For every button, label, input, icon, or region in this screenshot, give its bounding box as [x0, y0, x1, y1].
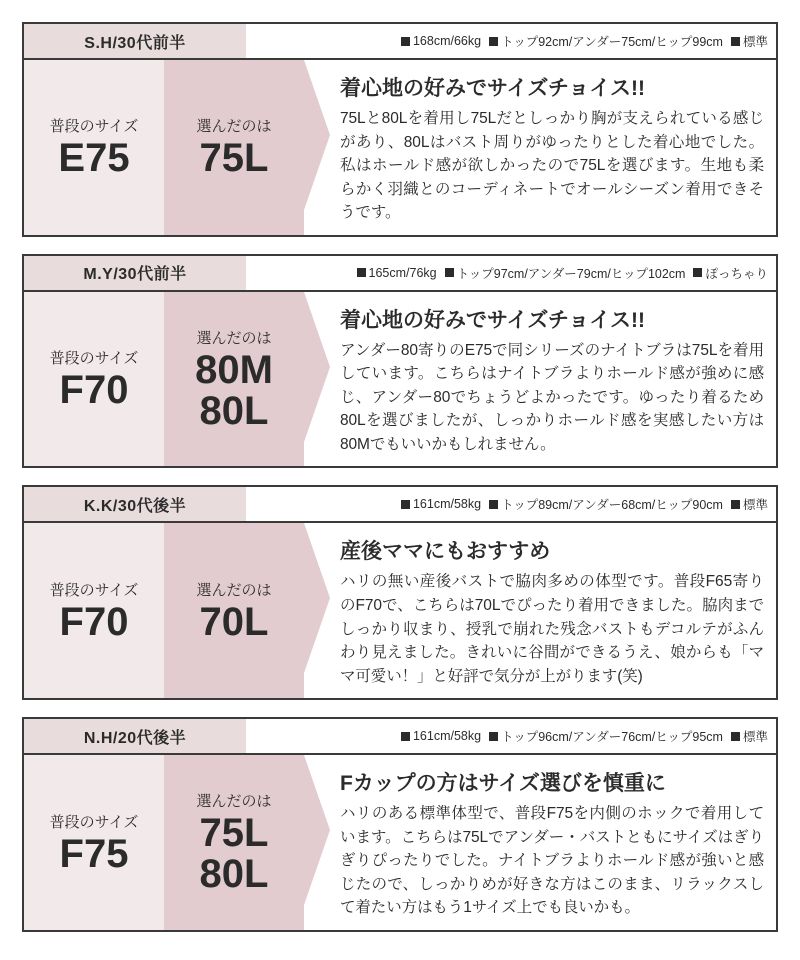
- spec-item: [401, 34, 481, 48]
- chosen-size-value: 75L: [199, 811, 269, 856]
- square-bullet-icon: [401, 37, 410, 46]
- reviewer-specs: [246, 24, 776, 58]
- chosen-size-column: [164, 60, 304, 235]
- review-body: [24, 292, 776, 467]
- spec-text: 168cm/66kg: [412, 34, 482, 48]
- review-text: ハリのある標準体型で、普段F75を内側のホックで着用しています。こちらは75Lでアンダー・バストともにサイズはぎりぎりぴったりでした。ナイトブラよりホールド感が強いと感じたので、しっかりめが好きな方はこのまま、リラックスして着たい方はもう1サイズ上でも良いかも。: [340, 805, 764, 917]
- square-bullet-icon: [489, 500, 498, 509]
- spec-item: [731, 32, 768, 50]
- review-card: [22, 717, 778, 932]
- spec-text: トップ89cm/アンダー68cm/ヒップ90cm: [501, 498, 723, 513]
- chosen-size-value: 75L: [199, 136, 269, 181]
- spec-item: [693, 264, 768, 282]
- usual-size-value: F70: [59, 599, 129, 644]
- square-bullet-icon: [489, 732, 498, 741]
- chosen-size-column: [164, 755, 304, 930]
- usual-size-value: F75: [59, 831, 129, 876]
- review-text-column: [304, 60, 776, 235]
- spec-text: トップ96cm/アンダー76cm/ヒップ95cm: [501, 730, 723, 745]
- square-bullet-icon: [489, 37, 498, 46]
- usual-size-label: 普段のサイズ: [49, 350, 139, 368]
- square-bullet-icon: [731, 37, 740, 46]
- chosen-size-value-alt: 80L: [199, 852, 269, 897]
- review-text-column: [304, 523, 776, 698]
- usual-size-column: [24, 755, 164, 930]
- square-bullet-icon: [445, 268, 454, 277]
- square-bullet-icon: [731, 732, 740, 741]
- usual-size-column: [24, 523, 164, 698]
- review-title: 産後ママにもおすすめ: [340, 540, 551, 564]
- usual-size-column: [24, 292, 164, 467]
- chosen-size-column: [164, 523, 304, 698]
- usual-size-label: 普段のサイズ: [49, 581, 139, 599]
- square-bullet-icon: [401, 500, 410, 509]
- chosen-size-label: 選んだのは: [196, 581, 272, 599]
- review-header: [24, 487, 776, 523]
- review-text-column: [304, 292, 776, 467]
- usual-size-label: 普段のサイズ: [49, 118, 139, 136]
- spec-item: [489, 495, 723, 513]
- reviewer-name: M.Y/30代前半: [24, 256, 246, 290]
- chosen-size-label: 選んだのは: [196, 329, 272, 347]
- review-header: [24, 24, 776, 60]
- spec-item: [401, 497, 481, 511]
- spec-item: [489, 32, 723, 50]
- chosen-size-value-alt: 80L: [199, 388, 269, 433]
- spec-item: [445, 264, 686, 282]
- usual-size-label: 普段のサイズ: [49, 813, 139, 831]
- review-text: 75Lと80Lを着用し75Lだとしっかり胸が支えられている感じがあり、80Lはバスト周りがゆったりとした着心地でした。私はホールド感が欲しかったので75Lを選びます。生地も柔らかく羽織とのコーディネートでオールシーズン着用できそうです。: [340, 110, 764, 222]
- chosen-size-label: 選んだのは: [196, 118, 272, 136]
- chosen-size-value: 80M: [195, 347, 273, 392]
- review-text: アンダー80寄りのE75で同シリーズのナイトブラは75Lを着用しています。こちらはナイトブラよりホールド感が強めに感じ、アンダー80でちょうどよかったです。ゆったり着るため80Lを選びましたが、しっかりホールド感を実感したい方は80Mでもいいかもしれません。: [340, 341, 764, 453]
- spec-text: 標準: [742, 35, 768, 49]
- review-card: [22, 485, 778, 700]
- chosen-size-value: 70L: [199, 599, 269, 644]
- spec-item: [731, 495, 768, 513]
- square-bullet-icon: [693, 268, 702, 277]
- reviewer-name: N.H/20代後半: [24, 719, 246, 753]
- reviewer-specs: [246, 487, 776, 521]
- review-title: Fカップの方はサイズ選びを慎重に: [340, 772, 666, 796]
- review-header: [24, 256, 776, 292]
- review-body: [24, 523, 776, 698]
- chosen-size-column: [164, 292, 304, 467]
- spec-text: トップ97cm/アンダー79cm/ヒップ102cm: [456, 266, 686, 281]
- spec-item: [357, 266, 437, 280]
- review-header: [24, 719, 776, 755]
- review-text-column: [304, 755, 776, 930]
- spec-item: [401, 729, 481, 743]
- reviewer-specs: [246, 719, 776, 753]
- review-body: [24, 755, 776, 930]
- spec-item: [731, 727, 768, 745]
- usual-size-column: [24, 60, 164, 235]
- spec-text: 標準: [742, 498, 768, 513]
- usual-size-value: E75: [58, 136, 130, 181]
- reviewer-specs: [246, 256, 776, 290]
- square-bullet-icon: [401, 732, 410, 741]
- usual-size-value: F70: [59, 368, 129, 413]
- spec-text: 161cm/58kg: [412, 497, 482, 512]
- review-text: ハリの無い産後バストで脇肉多めの体型です。普段F65寄りのF70で、こちらは70Lでぴったり着用できました。脇肉までしっかり収まり、授乳で崩れた残念バストもデコルテがふんわり見えました。きれいに谷間ができるうえ、娘からも「ママ可愛い！」と好評で気分が上がります(笑): [340, 573, 764, 685]
- square-bullet-icon: [357, 268, 366, 277]
- spec-text: 161cm/58kg: [412, 729, 482, 744]
- chosen-size-label: 選んだのは: [196, 793, 272, 811]
- square-bullet-icon: [731, 500, 740, 509]
- review-title: 着心地の好みでサイズチョイス!!: [340, 308, 646, 332]
- reviewer-name: S.H/30代前半: [24, 24, 246, 58]
- review-title: 着心地の好みでサイズチョイス!!: [340, 77, 646, 100]
- reviewer-name: K.K/30代後半: [24, 487, 246, 521]
- review-card: [22, 22, 778, 237]
- spec-text: トップ92cm/アンダー75cm/ヒップ99cm: [501, 35, 723, 49]
- review-body: [24, 60, 776, 235]
- review-card: [22, 254, 778, 469]
- spec-item: [489, 727, 723, 745]
- spec-text: ぽっちゃり: [705, 266, 768, 281]
- spec-text: 165cm/76kg: [368, 265, 437, 280]
- spec-text: 標準: [742, 730, 768, 745]
